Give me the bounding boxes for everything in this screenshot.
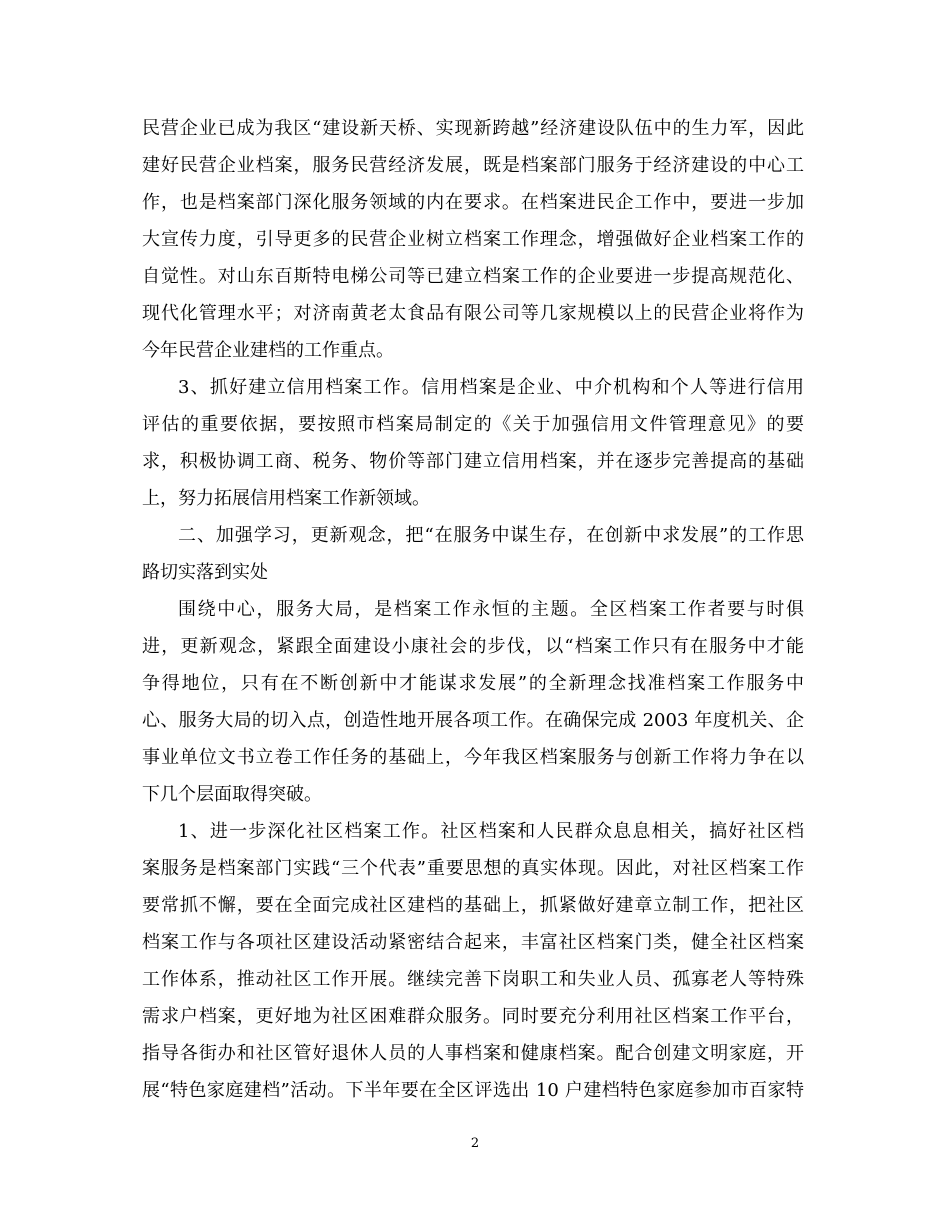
text-line: 上，努力拓展信用档案工作新领域。 (142, 488, 430, 509)
text-line: 路切实落到实处 (142, 562, 268, 583)
text-line: 建好民营企业档案，服务民营经济发展，既是档案部门服务于经济建设的中心工 (142, 155, 804, 176)
text-line: 展“特色家庭建档”活动。下半年要在全区评选出 10 户建档特色家庭参加市百家特 (142, 1080, 804, 1101)
text-line: 进，更新观念，紧跟全面建设小康社会的步伐，以“档案工作只有在服务中才能 (142, 636, 804, 657)
text-line: 今年民营企业建档的工作重点。 (142, 340, 394, 361)
text-line: 指导各街办和社区管好退休人员的人事档案和健康档案。配合创建文明家庭，开 (142, 1043, 804, 1064)
text-line: 求，积极协调工商、税务、物价等部门建立信用档案，并在逐步完善提高的基础 (142, 451, 804, 472)
text-line: 案服务是档案部门实践“三个代表”重要思想的真实体现。因此，对社区档案工作 (142, 858, 804, 879)
text-line: 二、加强学习，更新观念，把“在服务中谋生存，在创新中求发展”的工作思 (178, 525, 804, 546)
text-line: 要常抓不懈，要在全面完成社区建档的基础上，抓紧做好建章立制工作，把社区 (142, 895, 804, 916)
text-line: 3、抓好建立信用档案工作。信用档案是企业、中介机构和个人等进行信用 (178, 377, 804, 398)
text-line: 现代化管理水平；对济南黄老太食品有限公司等几家规模以上的民营企业将作为 (142, 303, 804, 324)
text-line: 评估的重要依据，要按照市档案局制定的《关于加强信用文件管理意见》的要 (142, 414, 804, 435)
text-line: 争得地位，只有在不断创新中才能谋求发展”的全新理念找准档案工作服务中 (142, 673, 804, 694)
text-line: 档案工作与各项社区建设活动紧密结合起来，丰富社区档案门类，健全社区档案 (142, 932, 804, 953)
text-line: 作，也是档案部门深化服务领域的内在要求。在档案进民企工作中，要进一步加 (142, 192, 804, 213)
text-line: 事业单位文书立卷工作任务的基础上，今年我区档案服务与创新工作将力争在以 (142, 747, 804, 768)
text-line: 下几个层面取得突破。 (142, 784, 322, 805)
page-number: 2 (470, 1136, 480, 1151)
text-line: 1、进一步深化社区档案工作。社区档案和人民群众息息相关，搞好社区档 (178, 821, 804, 842)
text-line: 围绕中心，服务大局，是档案工作永恒的主题。全区档案工作者要与时俱 (178, 599, 804, 620)
text-line: 自觉性。对山东百斯特电梯公司等已建立档案工作的企业要进一步提高规范化、 (142, 266, 804, 287)
text-line: 心、服务大局的切入点，创造性地开展各项工作。在确保完成 2003 年度机关、企 (142, 710, 804, 731)
text-line: 需求户档案，更好地为社区困难群众服务。同时要充分利用社区档案工作平台， (142, 1006, 804, 1027)
text-line: 工作体系，推动社区工作开展。继续完善下岗职工和失业人员、孤寡老人等特殊 (142, 969, 804, 990)
text-line: 民营企业已成为我区“建设新天桥、实现新跨越”经济建设队伍中的生力军，因此 (142, 118, 804, 139)
text-line: 大宣传力度，引导更多的民营企业树立档案工作理念，增强做好企业档案工作的 (142, 229, 804, 250)
document-body (142, 110, 804, 1109)
